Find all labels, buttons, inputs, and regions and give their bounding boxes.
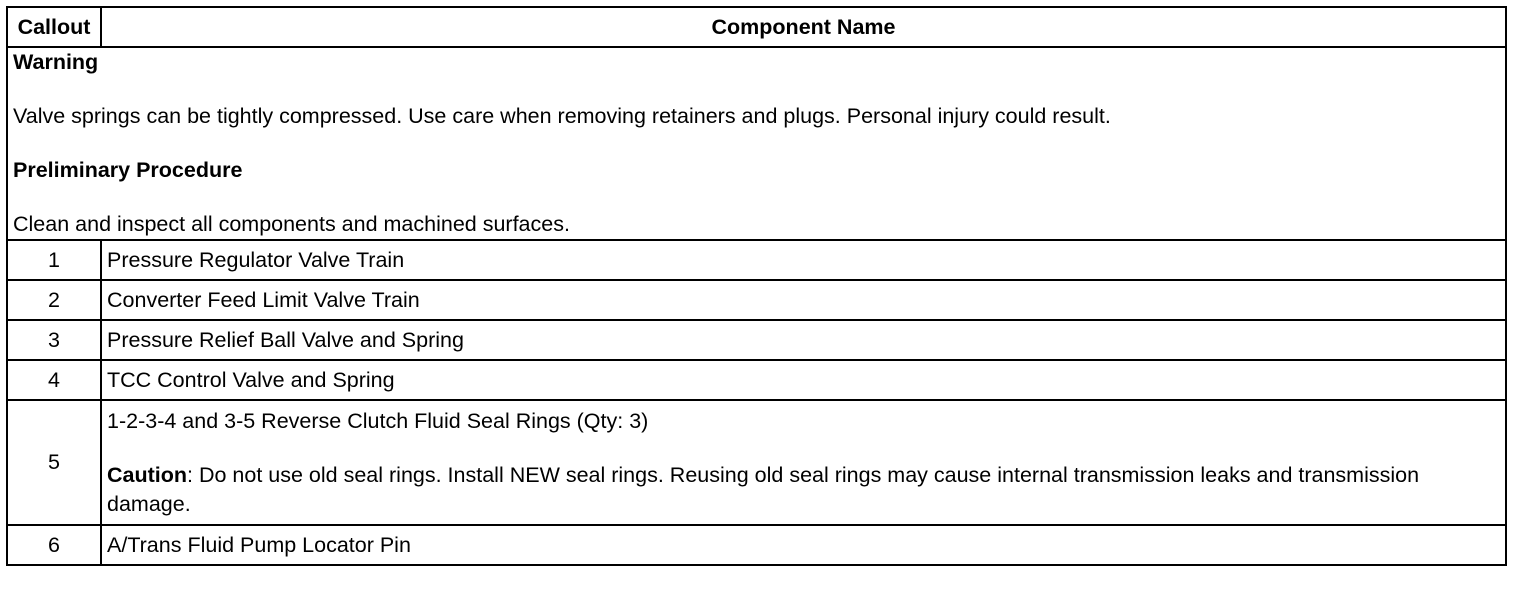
component-name: TCC Control Valve and Spring bbox=[101, 360, 1506, 400]
component-table bbox=[6, 6, 1507, 566]
callout-number: 1 bbox=[7, 240, 101, 280]
table-row bbox=[7, 525, 1506, 565]
component-name-with-caution bbox=[101, 400, 1506, 525]
callout-column-header: Callout bbox=[7, 7, 101, 47]
warning-text: Valve springs can be tightly compressed. Use care when removing retainers and plugs. Personal injury could result. bbox=[13, 104, 1111, 128]
component-name: Pressure Regulator Valve Train bbox=[101, 240, 1506, 280]
component-name-column-header: Component Name bbox=[101, 7, 1506, 47]
notice-cell bbox=[7, 47, 1506, 240]
component-name: A/Trans Fluid Pump Locator Pin bbox=[101, 525, 1506, 565]
caution-label: Caution bbox=[107, 463, 188, 487]
table-row bbox=[7, 240, 1506, 280]
table-row bbox=[7, 280, 1506, 320]
component-name: Pressure Relief Ball Valve and Spring bbox=[101, 320, 1506, 360]
table-row bbox=[7, 400, 1506, 525]
preliminary-procedure-text: Clean and inspect all components and machined surfaces. bbox=[13, 212, 570, 236]
callout-number: 3 bbox=[7, 320, 101, 360]
component-name: Converter Feed Limit Valve Train bbox=[101, 280, 1506, 320]
caution-note bbox=[107, 461, 1500, 519]
callout-number: 2 bbox=[7, 280, 101, 320]
table-header-row bbox=[7, 7, 1506, 47]
callout-number: 6 bbox=[7, 525, 101, 565]
caution-text: : Do not use old seal rings. Install NEW seal rings. Reusing old seal rings may cause internal transmission leaks and transmission damage. bbox=[107, 463, 1420, 516]
callout-number: 5 bbox=[7, 400, 101, 525]
component-name: 1-2-3-4 and 3-5 Reverse Clutch Fluid Seal Rings (Qty: 3) bbox=[107, 409, 649, 433]
table-row bbox=[7, 320, 1506, 360]
warning-heading: Warning bbox=[13, 50, 99, 74]
preliminary-procedure-heading: Preliminary Procedure bbox=[13, 158, 243, 182]
notice-row bbox=[7, 47, 1506, 240]
callout-number: 4 bbox=[7, 360, 101, 400]
table-row bbox=[7, 360, 1506, 400]
